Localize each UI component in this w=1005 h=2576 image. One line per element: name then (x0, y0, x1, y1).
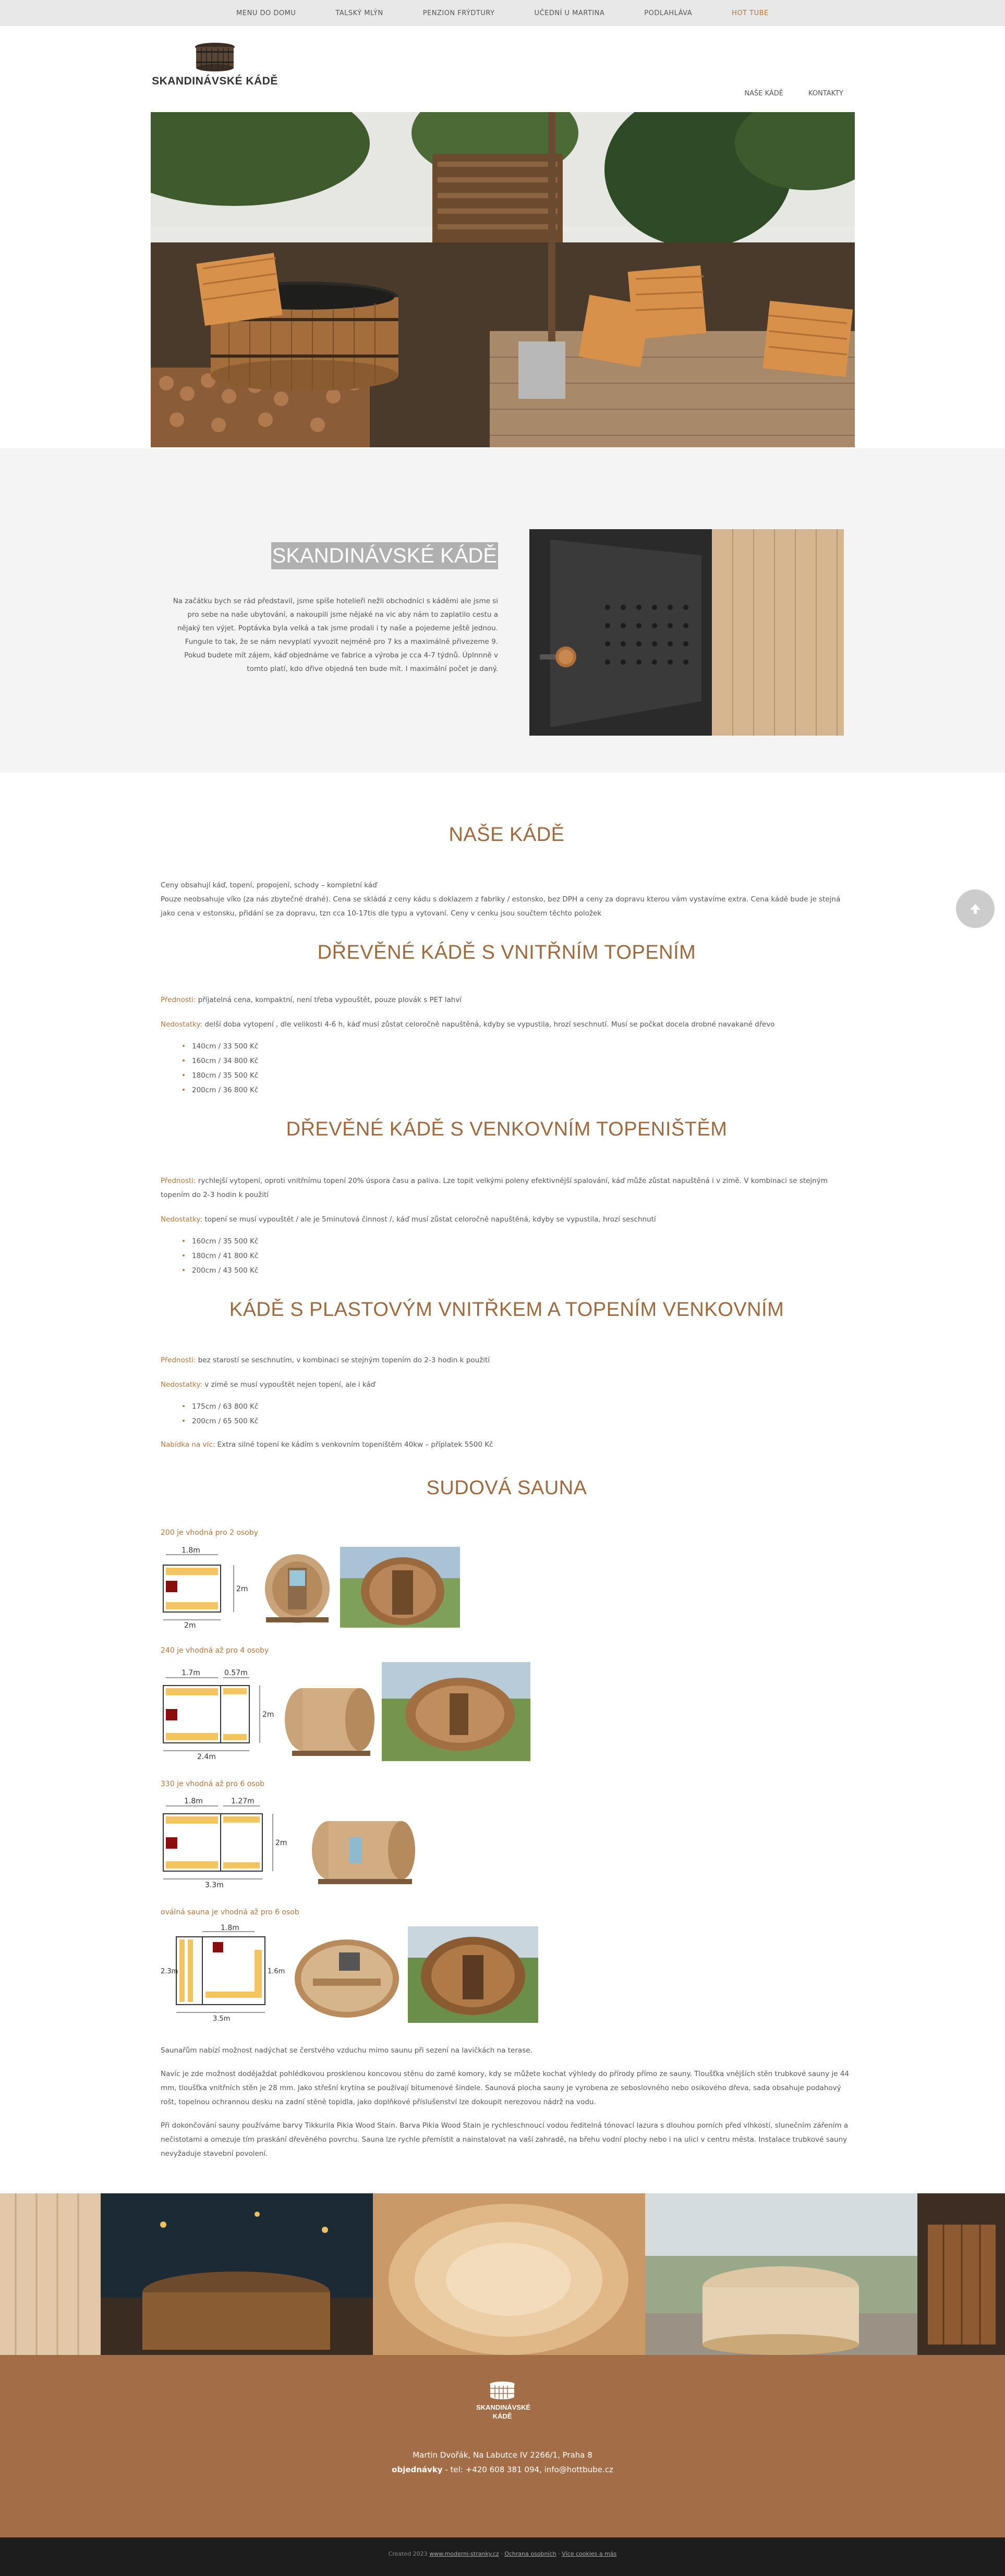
hero-garden-photo (151, 112, 855, 447)
tub-heater-photo (529, 529, 844, 736)
dim-label: 2.4m (197, 1753, 216, 1761)
topnav-item-menu[interactable]: MENU DO DOMU (236, 9, 296, 17)
dim-label: 3.3m (205, 1881, 224, 1889)
creator-link[interactable]: www.moderni-stranky.cz (429, 2550, 499, 2557)
dim-label: 2m (184, 1621, 196, 1628)
contact-label: objednávky (392, 2465, 443, 2474)
bottom-bar (0, 2537, 1005, 2576)
price-item: • 140cm / 33 500 Kč (181, 1039, 853, 1054)
gallery-photo[interactable] (0, 2193, 101, 2355)
sauna-row-330 (161, 1796, 853, 1889)
dim-label: 2m (275, 1839, 287, 1847)
separator: · (556, 2550, 562, 2557)
dim-label: 2m (236, 1585, 248, 1593)
cons-label: Nedostatky: (161, 1215, 203, 1224)
dim-label: 3.5m (213, 2015, 231, 2023)
price-item: • 200cm / 36 800 Kč (181, 1083, 853, 1097)
pros-text: bez starostí se seschnutím, v kombinaci se stejným topením do 2-3 hodin k použití (198, 1356, 490, 1364)
plast-pros (161, 1353, 853, 1368)
sauna-240-render (282, 1672, 376, 1761)
dim-label: 0.57m (224, 1669, 248, 1677)
nav-nase-kade[interactable]: NAŠE KÁDĚ (744, 90, 783, 97)
footer-address (0, 2448, 1005, 2477)
copyright-text: Created 2023 (388, 2550, 430, 2557)
footer-logo-text-1: SKANDINÁVSKÉ (476, 2403, 531, 2411)
sauna-200-photo (340, 1547, 460, 1628)
sauna-row-200 (161, 1544, 853, 1628)
main-content (161, 824, 853, 2161)
cons-label: Nedostatky: (161, 1020, 203, 1029)
cons-text: topení se musí vypouštět / ale je 5minutová činnost /, káď musí zůstat celoročně napuštěná, kdyby se vypustila, hrozí seschnutí (204, 1215, 656, 1224)
sauna-240-floorplan (161, 1667, 275, 1761)
dim-label: 1.8m (184, 1797, 203, 1805)
dim-label: 1.6m (268, 1968, 285, 1975)
sauna-highlight: Saunařům nabízí možnost nadýchat se čerstvého vzduchu mimo saunu při sezení na lavičkách na terase. (161, 2046, 532, 2055)
intro-section (0, 448, 1005, 773)
dim-label: 2.3m (161, 1968, 178, 1975)
main-navigation (744, 90, 843, 97)
price-list-drevene2 (181, 1234, 853, 1278)
price-item: • 200cm / 43 500 Kč (181, 1263, 853, 1278)
logo-text: SKANDINÁVSKÉ KÁDĚ (152, 75, 278, 87)
sauna-label-200: 200 je vhodná pro 2 osoby (161, 1529, 258, 1537)
sauna-oval-photo (408, 1926, 538, 2023)
sauna-oval-render (292, 1932, 402, 2023)
section-title-drevene-venkovni: DŘEVĚNÉ KÁDĚ S VENKOVNÍM TOPENIŠTĚM (286, 1118, 728, 1140)
sauna-200-render (256, 1549, 334, 1628)
pros-text: rychlejší vytopení, oproti vnitřnímu topení 20% úspora času a paliva. Lze topit velkými poleny efektivnější spalování, káď může zůstat napuštěná i v zimě. V kombinaci se stejným topením do 2-3 hodin k použití (161, 1177, 828, 1199)
site-header (0, 26, 1005, 112)
cons-text: v zimě se musí vypouštět nejen topení, ale i káď (204, 1381, 376, 1389)
dim-label: 2m (262, 1711, 274, 1719)
topnav-item-hottube[interactable]: HOT TUBE (732, 9, 769, 17)
drevene1-pros (161, 993, 853, 1007)
sauna-label-oval: oválná sauna je vhodná až pro 6 osob (161, 1908, 299, 1916)
cons-label: Nedostatky: (161, 1381, 203, 1389)
intro-text: Na začátku bych se rád představil, jsme spíše hotelieři nežli obchodníci s káděmi ale jsme si pro sebe na naše ubytování, a nakoupili jsme nějaké na vic aby nám to zaplatilo cestu a nějaký ten výjet. Poptávka byla velká a tak jsme prodali i ty naše a pojedeme ještě jednou. Fungule to tak, že se nám nevyplatí vyvozit nejméně pro 7 ks a maximálně přivezeme 9. Pokud budete mít zájem, káď objednáme ve fabrice a výroba je cca 4-7 týdnů. Úplnnně v tomto platí, kdo dřive objedná ten bude mít. I maximální počet je daný. (173, 597, 498, 673)
pros-label: Přednosti: (161, 996, 196, 1004)
dim-label: 1.8m (221, 1924, 239, 1932)
section-title-nase: NAŠE KÁDĚ (449, 824, 565, 846)
photo-gallery (0, 2193, 1005, 2355)
address-line: Martin Dvořák, Na Labutce IV 2266/1, Praha 8 (413, 2450, 592, 2460)
gallery-photo[interactable] (645, 2193, 917, 2355)
dim-label: 1.7m (181, 1669, 200, 1677)
contact-line (0, 2462, 1005, 2477)
topnav-item-podlahlava[interactable]: PODLAHLÁVA (644, 9, 693, 17)
section-title-sauna: SUDOVÁ SAUNA (426, 1477, 587, 1499)
drevene2-cons (161, 1213, 853, 1227)
nase-line-2: Pouze neobsahuje víko (za nás zbytečné drahé). Cena se skládá z ceny kádu s doklazem z fabriky / estonsko, bez DPH a ceny za dopravu kterou vám vystavíme extra. Cena kádě bude je stejná jako cena v estonsku, přidání se za dopravu, tzn cca 10-17tis dle typu a vytovaní. Ceny v cenku jsou součtem těchto položek (161, 895, 841, 918)
sauna-330-floorplan (161, 1796, 301, 1889)
section-title-plast: KÁDĚ S PLASTOVÝM VNITŘKEM A TOPENÍM VENKOVNÍM (229, 1299, 784, 1321)
hot-tub-logo-icon (489, 2381, 516, 2400)
sauna-240-photo (382, 1662, 530, 1761)
cookies-link[interactable]: Více cookies a más (562, 2550, 617, 2557)
drevene2-pros (161, 1174, 853, 1202)
sauna-200-floorplan (161, 1544, 249, 1628)
scroll-to-top-button[interactable] (956, 889, 995, 928)
privacy-link[interactable]: Ochrana osobních (504, 2550, 556, 2557)
drevene1-cons (161, 1018, 853, 1032)
sauna-oval-floorplan (161, 1924, 286, 2023)
section-title-drevene-vnitrni: DŘEVĚNÉ KÁDĚ S VNITŘNÍM TOPENÍM (317, 942, 696, 963)
intro-title: SKANDINÁVSKÉ KÁDĚ (271, 542, 498, 569)
sauna-row-240 (161, 1662, 853, 1761)
sauna-label-240: 240 je vhodná až pro 4 osoby (161, 1646, 269, 1655)
price-list-plast (181, 1399, 853, 1429)
price-item: • 180cm / 35 500 Kč (181, 1068, 853, 1083)
sauna-paragraph-1: Navíc je zde možnost dodějaždat pohlédkovou prosklenou koncovou stěnu do zamé komory, kdy se můžete kochat výhledy do přírody přímo ze sauny. Tloušťka vnějších stěn trubkové sauny je 44 mm, tloušťka vnitřních stěn je 28 mm. Jako střešní krytina se používají bitumenové šindele. Saunová plocha sauny je vyrobena ze seboslovného nebo osikového dřeva, sada obsahuje podahový rošt, topelnou ochrannou desku na zadní stěně topidla, jako doplňkové příslušenství lze dokoupit nerezovou nádrž na vodu. (161, 2070, 849, 2106)
price-list-drevene1 (181, 1039, 853, 1097)
footer-logo[interactable] (476, 2381, 531, 2421)
gallery-photo[interactable] (917, 2193, 1005, 2355)
site-footer (0, 2355, 1005, 2537)
sauna-330-render (308, 1806, 417, 1889)
sauna-row-oval (161, 1924, 853, 2023)
price-item: • 180cm / 41 800 Kč (181, 1249, 853, 1263)
cons-text: delší doba vytopení , dle velikosti 4-6 h, káď musí zůstat celoročně napuštěná, kdyby se vypustila, hrozí seschnutí. Musí se počkat docela drobné navakané dřevo (204, 1020, 775, 1029)
gallery-photo[interactable] (373, 2193, 645, 2355)
extra-label: Nabídka na víc: (161, 1440, 215, 1449)
pros-label: Přednosti: (161, 1177, 196, 1185)
plast-cons (161, 1378, 853, 1392)
hero-image (151, 112, 855, 447)
price-item: • 200cm / 65 500 Kč (181, 1414, 853, 1429)
top-navigation (0, 0, 1005, 26)
nase-line-1: Ceny obsahují káď, topení, propojení, schody – kompletní káď (161, 881, 377, 889)
site-logo[interactable] (150, 42, 280, 88)
footer-logo-text-2: KÁDĚ (492, 2412, 512, 2420)
extra-text: Extra silné topení ke kádím s venkovním topeništěm 40kw – příplatek 5500 Kč (217, 1440, 493, 1449)
pros-label: Přednosti: (161, 1356, 196, 1364)
plast-extra (161, 1438, 853, 1452)
nav-kontakty[interactable]: KONTAKTY (808, 90, 843, 97)
intro-image (529, 529, 844, 736)
hot-tub-logo-icon (193, 42, 236, 72)
topnav-item-talsky[interactable]: TALSKÝ MLÝN (335, 9, 383, 17)
pros-text: příjatelná cena, kompaktní, není třeba vypouštět, pouze plovák s PET lahví (198, 996, 462, 1004)
topnav-item-uceni[interactable]: UČEDNÍ U MARTINA (534, 9, 605, 17)
dim-label: 1.27m (231, 1797, 255, 1805)
price-item: • 160cm / 35 500 Kč (181, 1234, 853, 1249)
topnav-item-penzion[interactable]: PENZION FRÝDTURY (422, 9, 495, 17)
price-item: • 175cm / 63 800 Kč (181, 1399, 853, 1414)
dim-label: 1.8m (181, 1546, 200, 1555)
arrow-up-icon (967, 901, 983, 917)
gallery-photo[interactable] (101, 2193, 373, 2355)
price-item: • 160cm / 34 800 Kč (181, 1054, 853, 1068)
separator: · (499, 2550, 505, 2557)
sauna-label-330: 330 je vhodná až pro 6 osob (161, 1780, 265, 1788)
sauna-paragraph-2: Při dokončování sauny používáme barvy Tikkurila Pikia Wood Stain. Barva Pikia Wood Stain je rychleschnoucí vodou ředitelná tónovací lazura s dlouhou pomích před vlhkostí, slunečním zářením a nečistotami a omezuje tím praskání dřevěného povrchu. Sauna lze rychle přemístit a nainstalovat na vaší zahradě, na břehu vodní plochy nebo i na ulici v centru města. Instalace trubkové sauny nevyžaduje stavební povolení. (161, 2121, 849, 2158)
contact-text[interactable]: - tel: +420 608 381 094, info@hottbube.cz (442, 2465, 613, 2474)
